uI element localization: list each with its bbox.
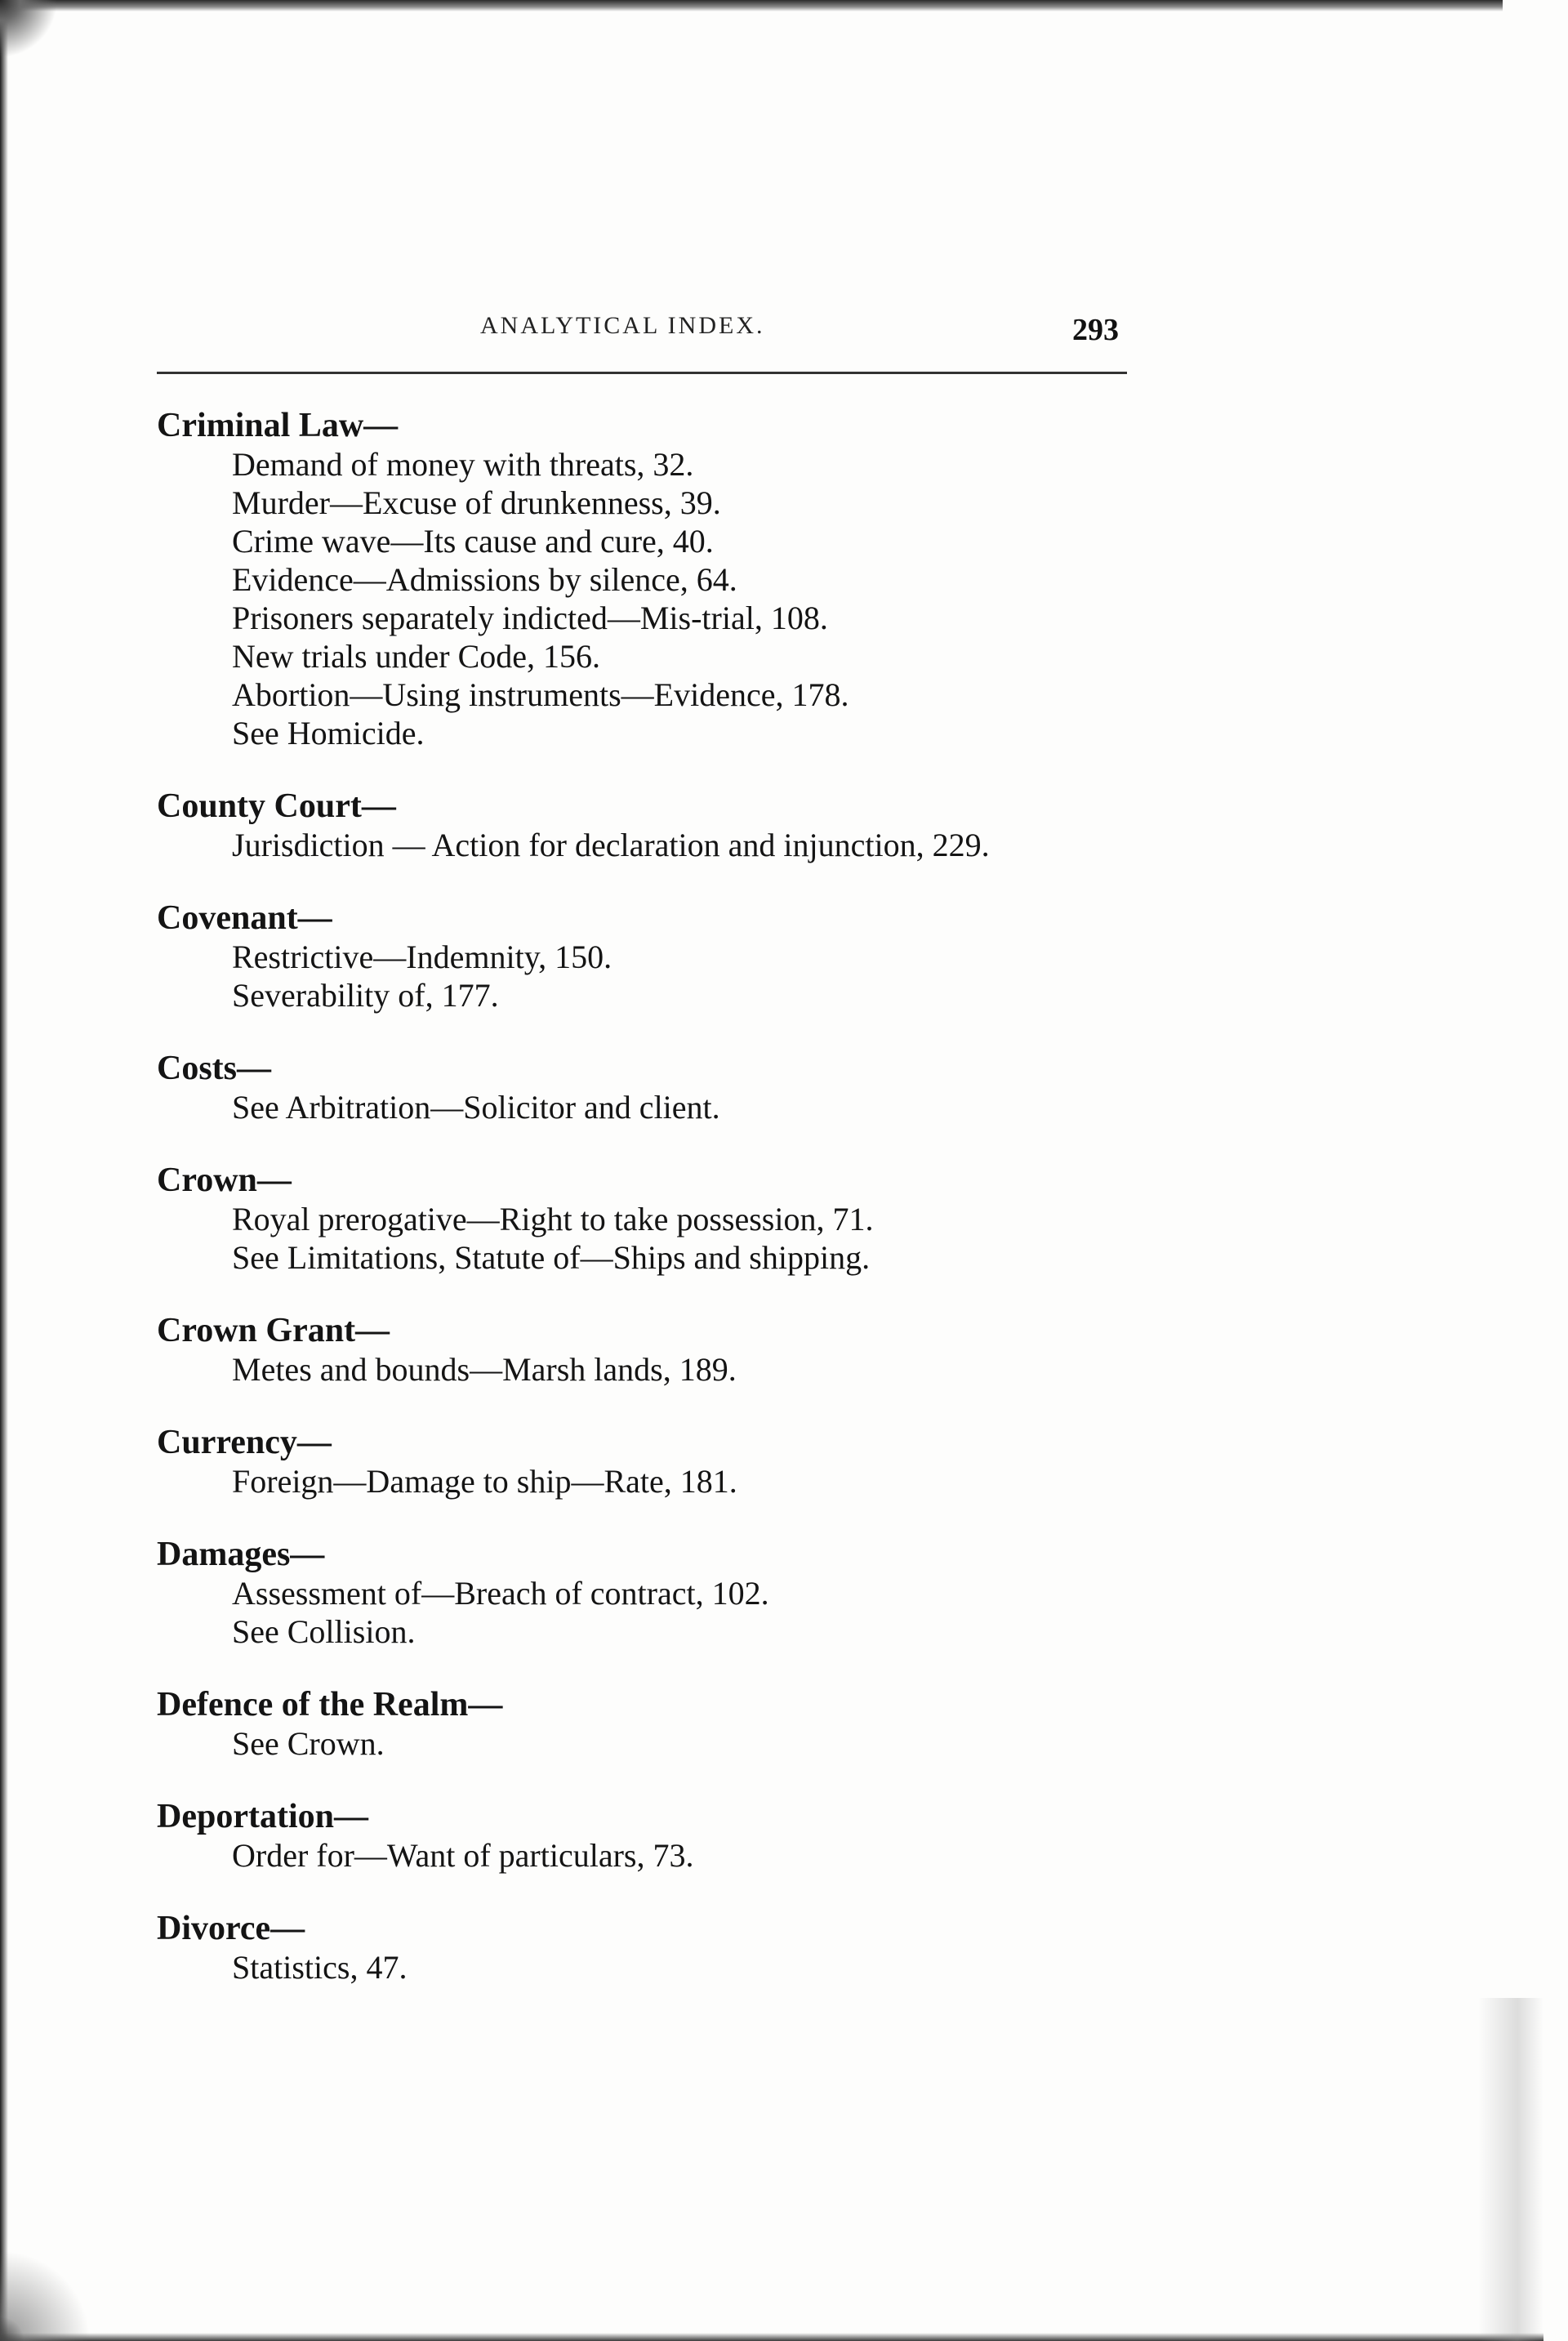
subentry: Crime wave—Its cause and cure, 40. bbox=[232, 523, 714, 560]
subentry: Evidence—Admissions by silence, 64. bbox=[232, 561, 737, 598]
subentry: Metes and bounds—Marsh lands, 189. bbox=[232, 1351, 737, 1388]
index-entry bbox=[157, 406, 1137, 752]
entry-heading: Divorce— bbox=[157, 1910, 305, 1947]
entry-heading: Deportation— bbox=[157, 1798, 368, 1835]
entry-heading: Defence of the Realm— bbox=[157, 1686, 503, 1723]
entry-heading: Currency— bbox=[157, 1424, 332, 1461]
entry-heading: Criminal Law— bbox=[157, 407, 399, 444]
subentry: See Collision. bbox=[232, 1613, 416, 1650]
analytical-index bbox=[157, 406, 1137, 2021]
scan-edge-bottom bbox=[0, 2333, 1544, 2341]
subentry: Severability of, 177. bbox=[232, 977, 499, 1014]
page-number: 293 bbox=[1072, 313, 1119, 347]
subentry-list bbox=[157, 445, 1137, 752]
subentry: Murder—Excuse of drunkenness, 39. bbox=[232, 484, 721, 521]
subentry: Statistics, 47. bbox=[232, 1949, 408, 1986]
scan-shadow-right bbox=[1478, 1998, 1544, 2341]
index-entry bbox=[157, 1797, 1137, 1875]
entry-heading: Covenant— bbox=[157, 899, 332, 937]
subentry-list bbox=[157, 1200, 1137, 1277]
index-entry bbox=[157, 787, 1137, 864]
entry-heading: Costs— bbox=[157, 1050, 272, 1087]
subentry-list bbox=[157, 1948, 1137, 1987]
index-entry bbox=[157, 1311, 1137, 1389]
index-entry bbox=[157, 1909, 1137, 1987]
scan-edge-top bbox=[0, 0, 1503, 11]
subentry: Demand of money with threats, 32. bbox=[232, 446, 694, 483]
subentry-list bbox=[157, 1724, 1137, 1763]
subentry: See Homicide. bbox=[232, 715, 425, 751]
index-entry bbox=[157, 1685, 1137, 1763]
subentry-list bbox=[157, 1574, 1137, 1651]
subentry: New trials under Code, 156. bbox=[232, 638, 601, 675]
subentry: Assessment of—Breach of contract, 102. bbox=[232, 1575, 769, 1612]
subentry-list bbox=[157, 1836, 1137, 1875]
index-entry bbox=[157, 1535, 1137, 1651]
subentry: Jurisdiction — Action for declaration and injunction, 229. bbox=[232, 827, 990, 863]
subentry: Prisoners separately indicted—Mis-trial, 108. bbox=[232, 600, 828, 636]
subentry: See Crown. bbox=[232, 1725, 385, 1762]
entry-heading: Crown Grant— bbox=[157, 1312, 390, 1349]
subentry-list bbox=[157, 1088, 1137, 1126]
scan-edge-left bbox=[0, 0, 8, 2341]
scan-corner-top-left bbox=[0, 0, 57, 74]
index-entry bbox=[157, 1161, 1137, 1277]
subentry-list bbox=[157, 1462, 1137, 1500]
subentry: Restrictive—Indemnity, 150. bbox=[232, 939, 612, 975]
scan-corner-bottom-left bbox=[0, 2243, 98, 2341]
header-rule bbox=[157, 372, 1127, 374]
entry-heading: County Court— bbox=[157, 787, 396, 825]
subentry: See Arbitration—Solicitor and client. bbox=[232, 1089, 720, 1126]
subentry: Royal prerogative—Right to take possession, 71. bbox=[232, 1201, 874, 1237]
subentry-list bbox=[157, 1350, 1137, 1389]
index-entry bbox=[157, 1049, 1137, 1126]
entry-heading: Damages— bbox=[157, 1536, 325, 1573]
index-entry bbox=[157, 1423, 1137, 1500]
subentry: See Limitations, Statute of—Ships and shipping. bbox=[232, 1239, 871, 1276]
subentry: Order for—Want of particulars, 73. bbox=[232, 1837, 694, 1874]
running-title: ANALYTICAL INDEX. bbox=[480, 312, 765, 339]
subentry: Foreign—Damage to ship—Rate, 181. bbox=[232, 1463, 737, 1500]
subentry: Abortion—Using instruments—Evidence, 178. bbox=[232, 676, 849, 713]
index-entry bbox=[157, 898, 1137, 1014]
entry-heading: Crown— bbox=[157, 1162, 292, 1199]
subentry-list bbox=[157, 826, 1137, 864]
subentry-list bbox=[157, 938, 1137, 1014]
